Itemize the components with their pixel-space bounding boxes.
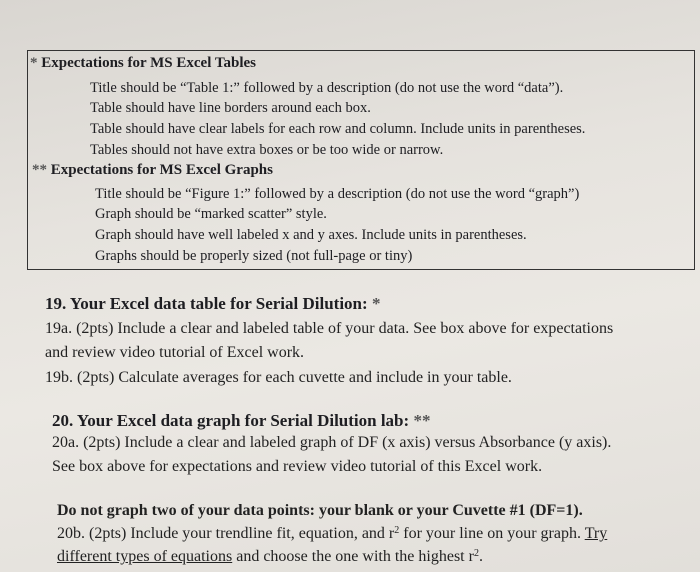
graphs-item-3: Graph should have well labeled x and y axes. Include units in parentheses. (95, 227, 527, 243)
q20-note: Do not graph two of your data points: your blank or your Cuvette #1 (DF=1). (57, 502, 583, 519)
graphs-item-4: Graphs should be properly sized (not full-page or tiny) (95, 248, 413, 264)
q20b-tail-sup: 2 (473, 548, 479, 559)
q19-title-text: 19. Your Excel data table for Serial Dilution: (45, 294, 368, 313)
graphs-header-text: Expectations for MS Excel Graphs (50, 162, 273, 178)
q19a-line-2: and review video tutorial of Excel work. (45, 344, 305, 361)
tables-item-3: Table should have clear labels for each row and column. Include units in parentheses. (90, 121, 586, 137)
q20-title (52, 411, 430, 431)
q19-title-star: * (367, 294, 381, 313)
tables-item-4: Tables should not have extra boxes or be too wide or narrow. (90, 142, 444, 158)
tables-item-2: Table should have line borders around each box. (90, 100, 371, 116)
q20-title-text: 20. Your Excel data graph for Serial Dilution lab: (52, 411, 410, 430)
q20b-tail-end: . (478, 548, 483, 565)
tables-header-text: Expectations for MS Excel Tables (41, 55, 256, 71)
equation-types-link[interactable]: different types of equations (57, 548, 233, 565)
q19b: 19b. (2pts) Calculate averages for each cuvette and include in your table. (45, 369, 512, 386)
q19-title (45, 294, 380, 314)
try-link[interactable]: Try (584, 525, 608, 542)
tables-header-star: * (30, 55, 38, 71)
tables-expectations-header (30, 55, 256, 72)
q20b-line-1 (57, 525, 607, 543)
graphs-expectations-header (32, 162, 273, 179)
graphs-header-star: ** (32, 162, 47, 178)
q20b-sup: 2 (394, 525, 400, 536)
graphs-item-1: Title should be “Figure 1:” followed by a description (do not use the word “graph”) (95, 186, 580, 202)
q19a-line-1: 19a. (2pts) Include a clear and labeled table of your data. See box above for expectations (45, 320, 614, 337)
graphs-item-2: Graph should be “marked scatter” style. (95, 206, 327, 222)
q20b-tail: and choose the one with the highest r (232, 548, 474, 565)
q20-title-star: ** (409, 411, 431, 430)
q20b-text-post: for your line on your graph. (399, 525, 581, 542)
q20b-line-2 (57, 548, 483, 566)
q20a-line-1: 20a. (2pts) Include a clear and labeled graph of DF (x axis) versus Absorbance (y axis). (52, 434, 612, 451)
q20b-text: 20b. (2pts) Include your trendline fit, equation, and r (57, 525, 395, 542)
tables-item-1: Title should be “Table 1:” followed by a description (do not use the word “data”). (90, 80, 564, 96)
q20a-line-2: See box above for expectations and review video tutorial of this Excel work. (52, 458, 543, 475)
